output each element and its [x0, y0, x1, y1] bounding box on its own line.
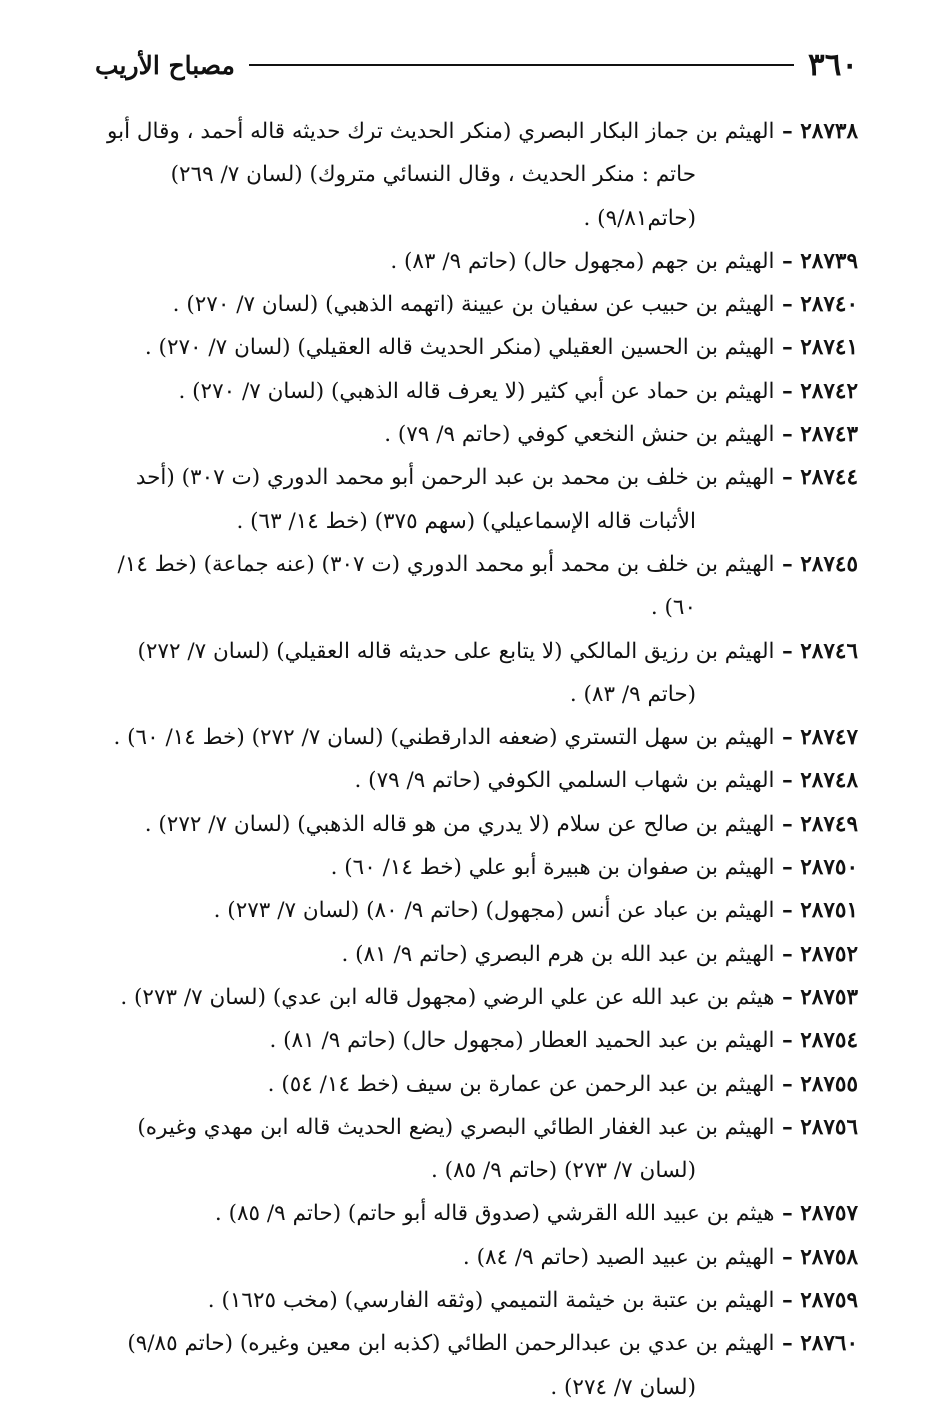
- entry: [96, 630, 858, 717]
- page-number: ٣٦٠: [808, 47, 858, 83]
- entry-number: ٢٨٧٤٩: [800, 811, 858, 837]
- entry: [96, 326, 858, 369]
- entry-text: الهيثم بن عبد الحميد العطار (مجهول حال) (حاتم ٩/ ٨١) .: [269, 1028, 775, 1054]
- entry-number: ٢٨٧٤٨: [800, 768, 858, 794]
- entry: [96, 846, 858, 889]
- entry: [96, 413, 858, 456]
- entry: [96, 110, 858, 240]
- entry-dash: –: [774, 984, 801, 1010]
- entry-text: الهيثم بن عبد الرحمن عن عمارة بن سيف (خط ١٤/ ٥٤) .: [267, 1071, 775, 1097]
- entry-text: الهيثم بن خلف بن محمد أبو محمد الدوري (ت ٣٠٧) (عنه جماعة) (خط ١٤/ ٦٠) .: [117, 551, 775, 621]
- entry-dash: –: [774, 1331, 801, 1357]
- entry-text: الهيثم بن شهاب السلمي الكوفي (حاتم ٩/ ٧٩) .: [354, 768, 775, 794]
- page-header: [95, 40, 858, 90]
- entry-text: الهيثم بن عباد عن أنس (مجهول) (حاتم ٩/ ٨٠) (لسان ٧/ ٢٧٣) .: [213, 898, 775, 924]
- entry-dash: –: [774, 1071, 801, 1097]
- entry-text: الهيثم بن حماد عن أبي كثير (لا يعرف قاله الذهبي) (لسان ٧/ ٢٧٠) .: [178, 378, 775, 404]
- entry-dash: –: [774, 1114, 801, 1140]
- entry: [96, 759, 858, 802]
- entry-number: ٢٨٧٥٧: [800, 1201, 858, 1227]
- entry-number: ٢٨٧٥١: [800, 898, 858, 924]
- entry-number: ٢٨٧٥٥: [800, 1071, 858, 1097]
- entry-text: الهيثم بن صالح عن سلام (لا يدري من هو قاله الذهبي) (لسان ٧/ ٢٧٢) .: [144, 811, 775, 837]
- entry-dash: –: [774, 465, 801, 491]
- entry: [96, 456, 858, 543]
- entry-text: هيثم بن عبد الله عن علي الرضي (مجهول قاله ابن عدي) (لسان ٧/ ٢٧٣) .: [120, 984, 775, 1010]
- entry-number: ٢٨٧٥٠: [800, 855, 858, 881]
- entry-dash: –: [774, 811, 801, 837]
- entry-text: الهيثم بن جماز البكار البصري (منكر الحديث ترك حديثه قاله أحمد ، وقال أبو حاتم : منكر الحديث ، وقال النسائي متروك) (لسان ٧/ ٢٦٩) (حاتم٩/٨١) .: [107, 119, 775, 231]
- entry: [96, 1063, 858, 1106]
- entry: [96, 889, 858, 932]
- entry-number: ٢٨٧٥٩: [800, 1288, 858, 1314]
- entry-number: ٢٨٧٤٤: [800, 465, 858, 491]
- entry-dash: –: [774, 1201, 801, 1227]
- entry-dash: –: [774, 1288, 801, 1314]
- entry: [96, 1279, 858, 1322]
- entry-dash: –: [774, 1244, 801, 1270]
- entry-text: الهيثم بن جهم (مجهول حال) (حاتم ٩/ ٨٣) .: [390, 248, 775, 274]
- entry-number: ٢٨٧٤٠: [800, 292, 858, 318]
- header-rule: [249, 64, 794, 66]
- entry-text: الهيثم بن عتبة بن خيثمة التميمي (وثقه الفارسي) (مخب ١٦٢٥) .: [207, 1288, 775, 1314]
- entry: [96, 543, 858, 630]
- entry-number: ٢٨٧٥٢: [800, 941, 858, 967]
- entry-dash: –: [774, 941, 801, 967]
- entry-text: الهيثم بن رزيق المالكي (لا يتابع على حديثه قاله العقيلي) (لسان ٧/ ٢٧٢) (حاتم ٩/ ٨٣) .: [137, 638, 775, 707]
- entry: [96, 1322, 858, 1409]
- entry-number: ٢٨٧٥٣: [800, 984, 858, 1010]
- entry-number: ٢٨٧٥٦: [800, 1114, 858, 1140]
- entry-dash: –: [774, 725, 801, 751]
- entry: [96, 283, 858, 326]
- entry-text: الهيثم بن حنش النخعي كوفي (حاتم ٩/ ٧٩) .: [384, 422, 775, 448]
- entry: [96, 976, 858, 1019]
- entry-text: الهيثم بن صفوان بن هبيرة أبو علي (خط ١٤/ ٦٠) .: [330, 855, 775, 881]
- entry-dash: –: [774, 1028, 801, 1054]
- entry: [96, 370, 858, 413]
- entry-text: الهيثم بن خلف بن محمد بن عبد الرحمن أبو محمد الدوري (ت ٣٠٧) (أحد الأثبات قاله الإسماعيلي) (سهم ٣٧٥) (خط ١٤/ ٦٣) .: [135, 465, 775, 534]
- entry-dash: –: [774, 335, 801, 361]
- entry-dash: –: [774, 119, 801, 144]
- entry-dash: –: [774, 422, 801, 448]
- entry-dash: –: [774, 378, 801, 404]
- entry-number: ٢٨٧٤٧: [800, 725, 858, 751]
- entry-text: الهيثم بن الحسين العقيلي (منكر الحديث قاله العقيلي) (لسان ٧/ ٢٧٠) .: [144, 335, 775, 361]
- entry-text: الهيثم بن عبد الله بن هرم البصري (حاتم ٩/ ٨١) .: [341, 941, 775, 967]
- entry-dash: –: [774, 898, 801, 924]
- entry-text: الهيثم بن عبد الغفار الطائي البصري (يضع الحديث قاله ابن مهدي وغيره) (لسان ٧/ ٢٧٣) (حاتم ٩/ ٨٥) .: [137, 1114, 775, 1184]
- entry-dash: –: [774, 638, 801, 664]
- entry: [96, 933, 858, 976]
- entry-text: الهيثم بن عدي بن عبدالرحمن الطائي (كذبه ابن معين وغيره) (حاتم ٩/٨٥) (لسان ٧/ ٢٧٤) .: [127, 1331, 775, 1400]
- entry-text: الهيثم بن سهل التستري (ضعفه الدارقطني) (لسان ٧/ ٢٧٢) (خط ١٤/ ٦٠) .: [113, 725, 775, 751]
- entry-dash: –: [774, 292, 801, 318]
- entry-dash: –: [774, 768, 801, 794]
- book-title: مصباح الأريب: [95, 50, 235, 80]
- entry: [96, 803, 858, 846]
- entry: [96, 240, 858, 283]
- entries-list: [96, 110, 858, 1409]
- entry: [96, 1106, 858, 1193]
- entry-number: ٢٨٧٤٣: [800, 422, 858, 448]
- entry-number: ٢٨٧٤٥: [800, 551, 858, 577]
- entry-text: الهيثم بن حبيب عن سفيان بن عيينة (اتهمه الذهبي) (لسان ٧/ ٢٧٠) .: [172, 292, 775, 318]
- entry: [96, 1192, 858, 1235]
- entry-number: ٢٨٧٦٠: [800, 1331, 858, 1357]
- entry-number: ٢٨٧٣٨: [800, 119, 858, 144]
- entry-number: ٢٨٧٤٦: [800, 638, 858, 664]
- entry: [96, 1019, 858, 1062]
- entry-number: ٢٨٧٥٤: [800, 1028, 858, 1054]
- entry-dash: –: [774, 551, 801, 577]
- entry-text: هيثم بن عبيد الله القرشي (صدوق قاله أبو حاتم) (حاتم ٩/ ٨٥) .: [214, 1201, 775, 1227]
- entry: [96, 716, 858, 759]
- entry-text: الهيثم بن عبيد الصيد (حاتم ٩/ ٨٤) .: [462, 1244, 775, 1270]
- entry: [96, 1236, 858, 1279]
- entry-number: ٢٨٧٣٩: [800, 248, 858, 274]
- entry-number: ٢٨٧٥٨: [800, 1244, 858, 1270]
- entry-dash: –: [774, 248, 801, 274]
- entry-dash: –: [774, 855, 801, 881]
- entry-number: ٢٨٧٤٢: [800, 378, 858, 404]
- entry-number: ٢٨٧٤١: [800, 335, 858, 361]
